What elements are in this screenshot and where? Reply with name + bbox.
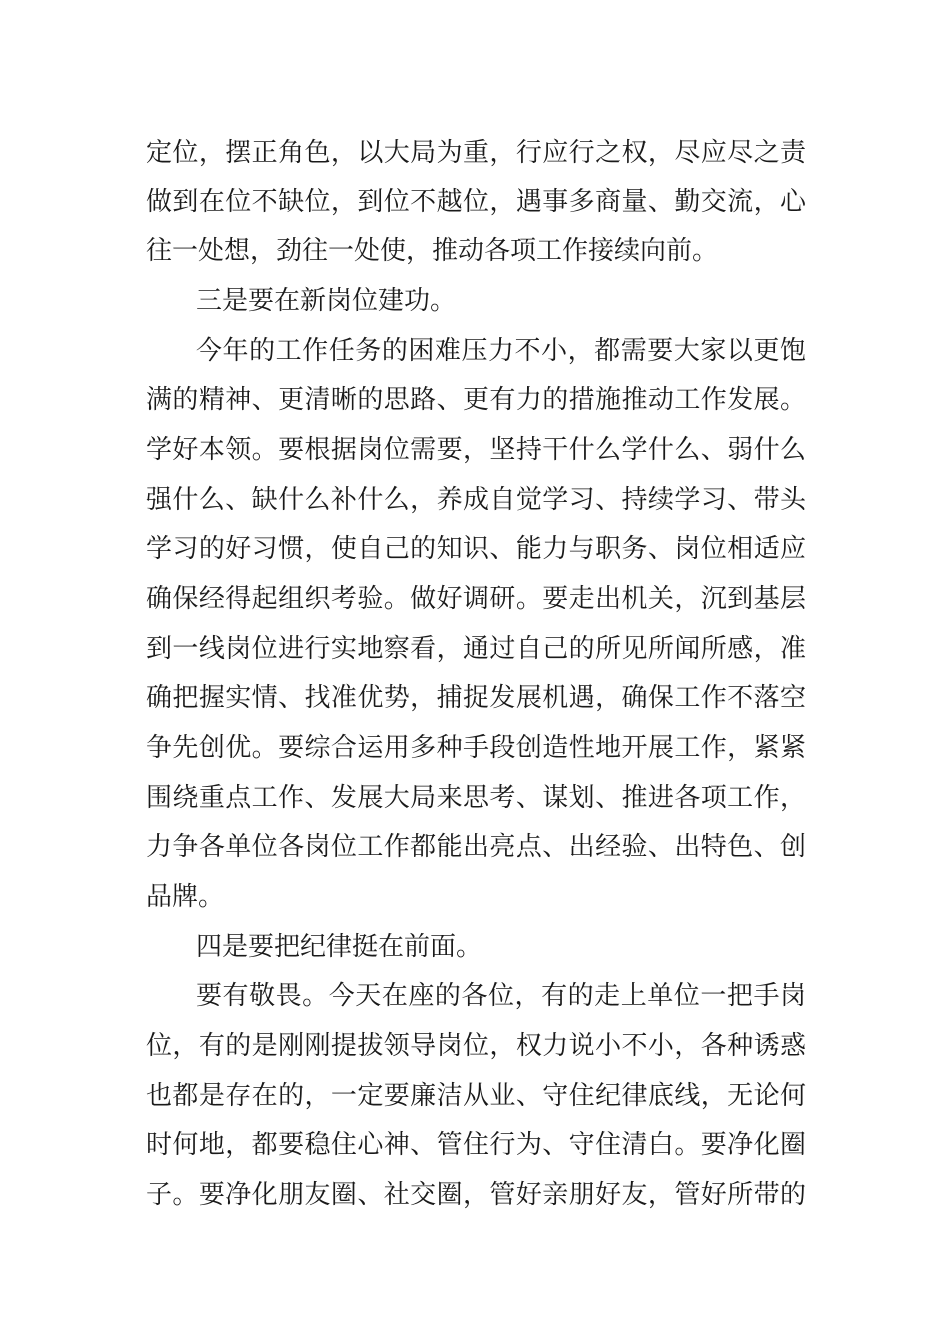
section-heading: 四是要把纪律挺在前面。	[196, 932, 483, 962]
text-line: 学好本领。要根据岗位需要，坚持干什么学什么、弱什么	[146, 435, 806, 465]
text-line: 也都是存在的，一定要廉洁从业、守住纪律底线，无论何	[146, 1081, 806, 1111]
text-line: 学习的好习惯，使自己的知识、能力与职务、岗位相适应	[146, 534, 806, 564]
text-line: 时何地，都要稳住心神、管住行为、守住清白。要净化圈	[146, 1130, 806, 1160]
text-line: 围绕重点工作、发展大局来思考、谋划、推进各项工作，	[146, 783, 806, 813]
text-line: 今年的工作任务的困难压力不小，都需要大家以更饱	[196, 336, 806, 366]
text-line: 子。要净化朋友圈、社交圈，管好亲朋好友，管好所带的	[146, 1180, 806, 1210]
text-line: 要有敬畏。今天在座的各位，有的走上单位一把手岗	[196, 981, 806, 1011]
text-line: 到一线岗位进行实地察看，通过自己的所见所闻所感，准	[146, 634, 806, 664]
text-line: 往一处想，劲往一处使，推动各项工作接续向前。	[146, 236, 719, 266]
text-line: 确保经得起组织考验。做好调研。要走出机关，沉到基层	[146, 584, 806, 614]
text-line: 力争各单位各岗位工作都能出亮点、出经验、出特色、创	[146, 832, 806, 862]
text-line: 确把握实情、找准优势，捕捉发展机遇，确保工作不落空	[146, 683, 806, 713]
text-line: 位，有的是刚刚提拔领导岗位，权力说小不小，各种诱惑	[146, 1031, 806, 1061]
section-heading: 三是要在新岗位建功。	[196, 286, 457, 316]
text-line: 定位，摆正角色，以大局为重，行应行之权，尽应尽之责	[146, 138, 806, 168]
text-line: 做到在位不缺位，到位不越位，遇事多商量、勤交流，心	[146, 187, 806, 217]
text-line: 满的精神、更清晰的思路、更有力的措施推动工作发展。	[146, 385, 806, 415]
text-line: 强什么、缺什么补什么，养成自觉学习、持续学习、带头	[146, 485, 806, 515]
text-line: 争先创优。要综合运用多种手段创造性地开展工作，紧紧	[146, 733, 806, 763]
text-line: 品牌。	[146, 882, 225, 912]
